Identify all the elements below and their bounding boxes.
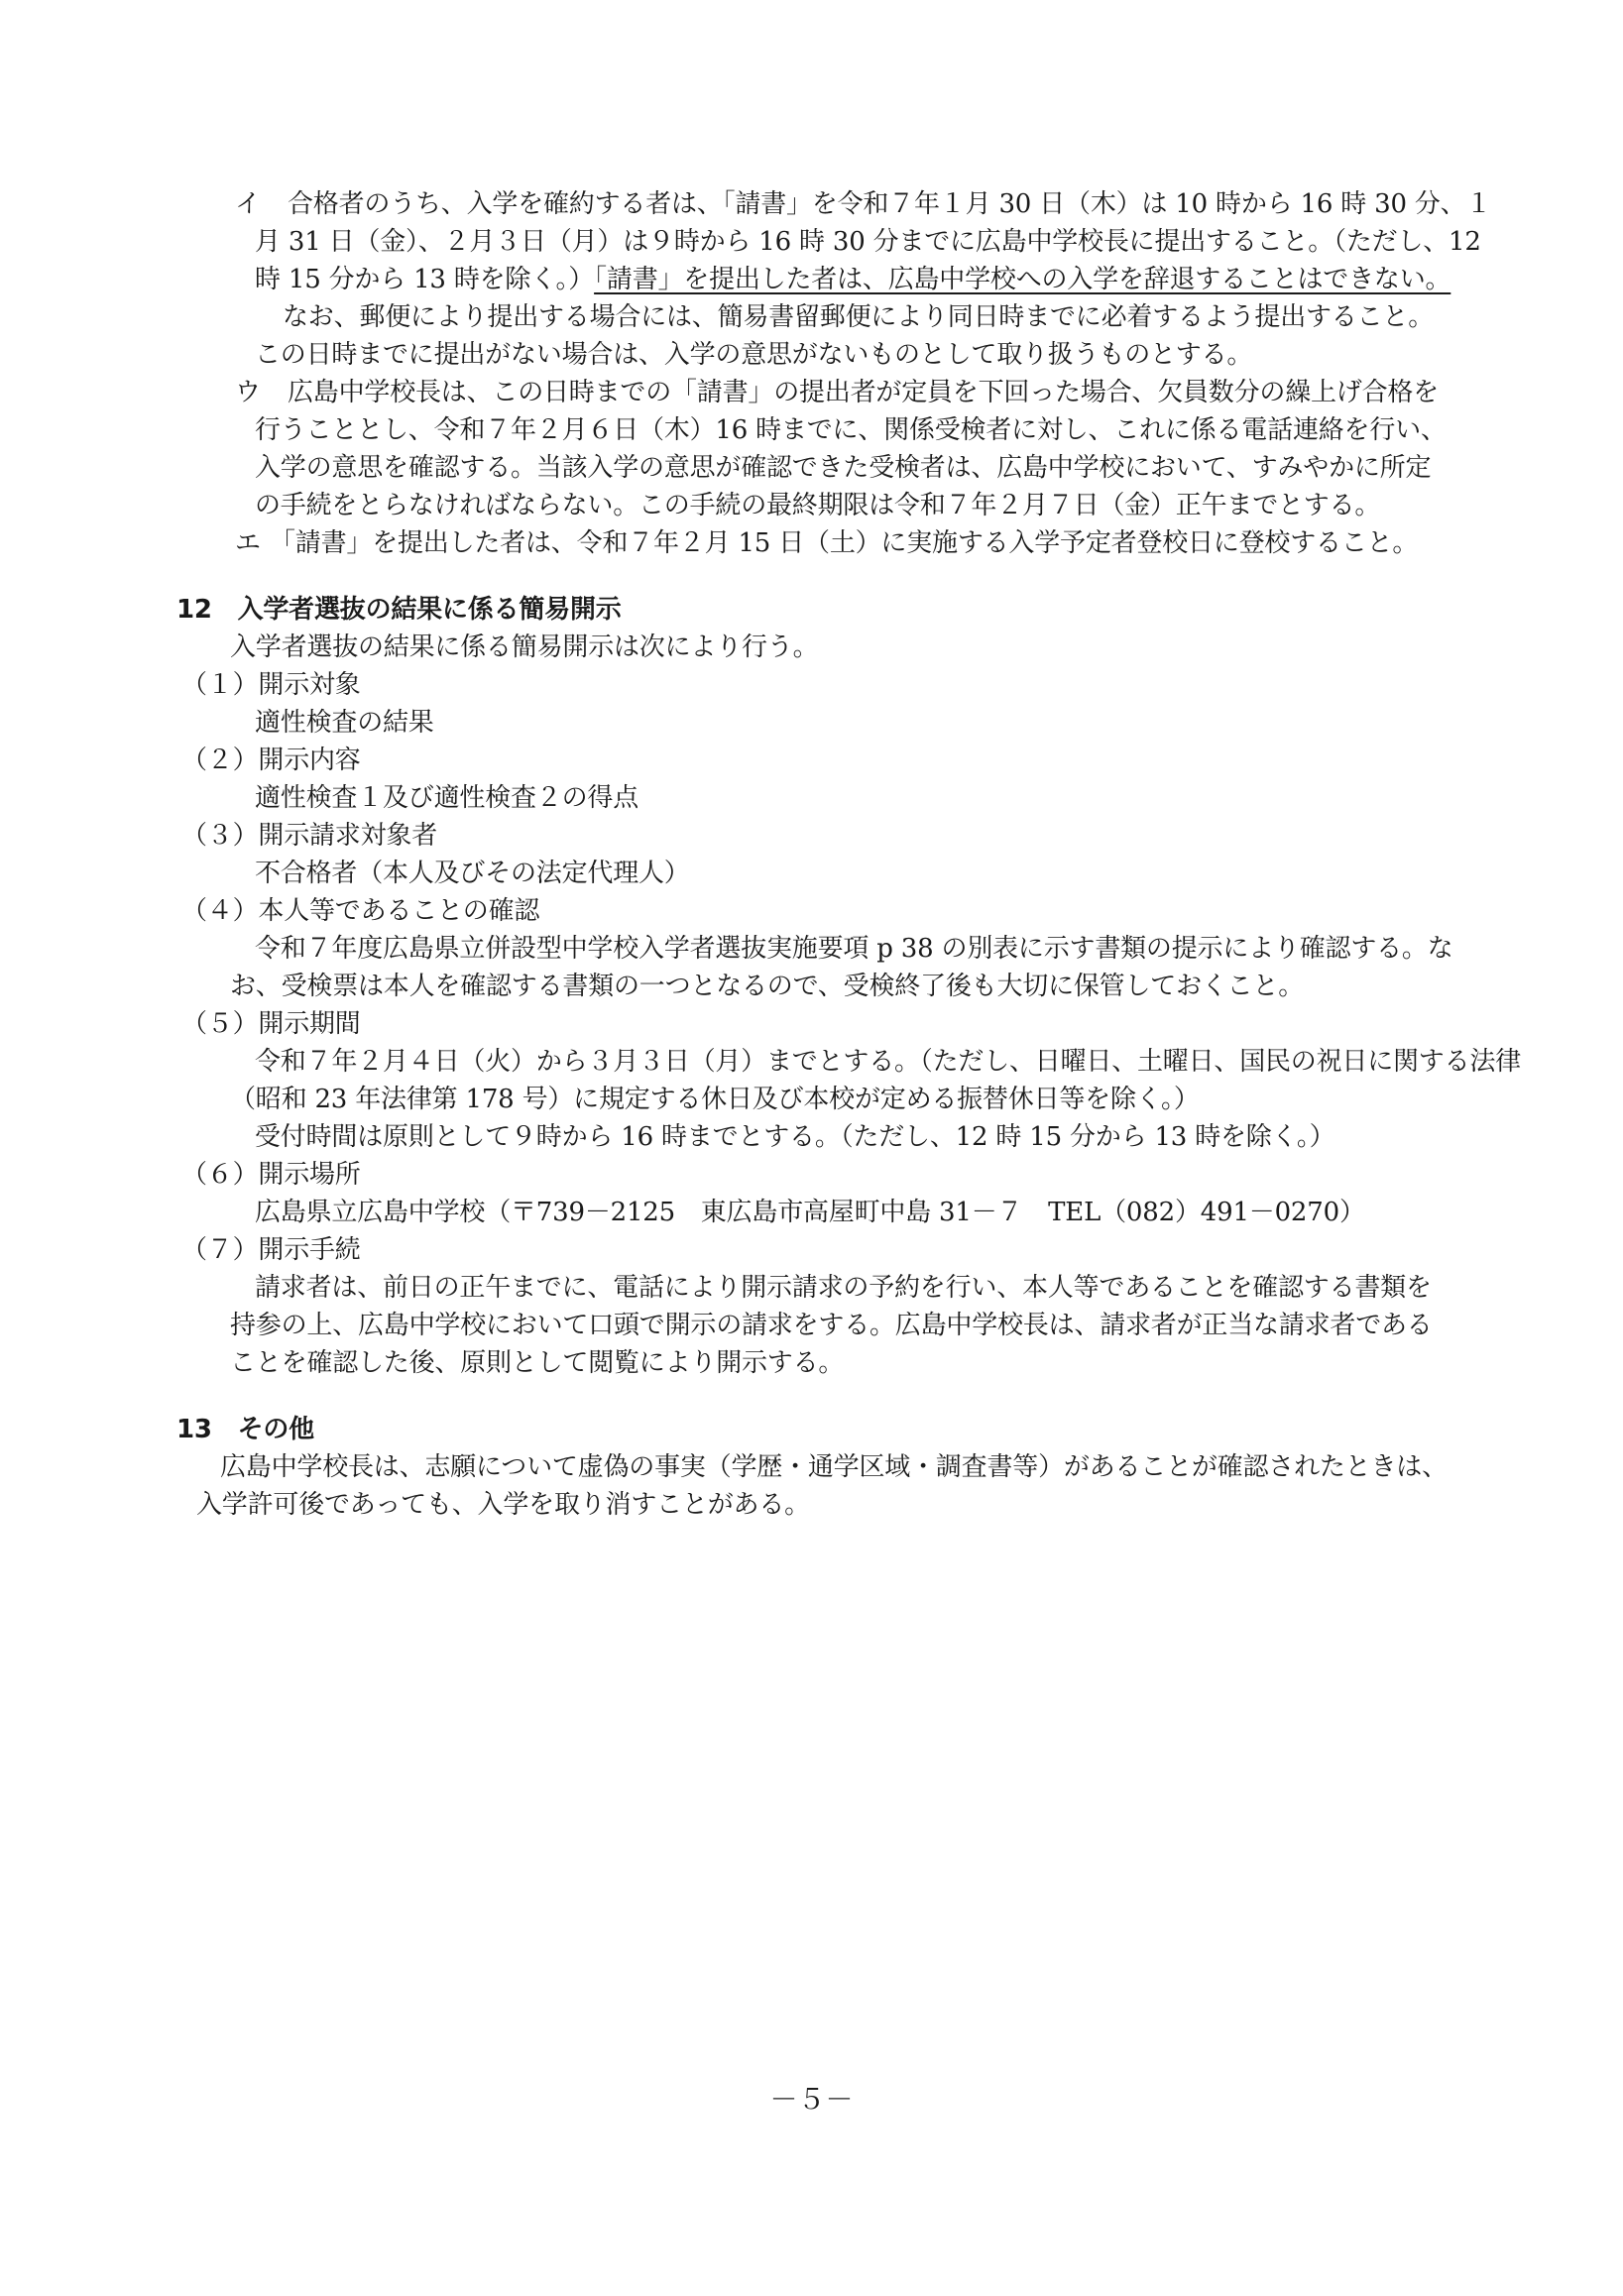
section-12-sub1-label: （１）開示対象 bbox=[181, 670, 361, 700]
section-12-sub4-line-1: 令和７年度広島県立併設型中学校入学者選抜実施要項 p 38 の別表に示す書類の提示により確認する。な bbox=[255, 934, 1453, 964]
item-i-line-3-text: 時 15 分から 13 時を除く。） bbox=[255, 265, 595, 294]
section-12-sub5-line-1: 令和７年２月４日（火）から３月３日（月）までとする。（ただし、日曜日、土曜日、国民の祝日に関する法律 bbox=[255, 1047, 1522, 1077]
section-12-sub6-text: 広島県立広島中学校（〒739－2125 東広島市高屋町中島 31－７ TEL（082）491－0270） bbox=[255, 1198, 1365, 1227]
section-12-sub2-text: 適性検査１及び適性検査２の得点 bbox=[255, 783, 639, 813]
item-i-line-5: この日時までに提出がない場合は、入学の意思がないものとして取り扱うものとする。 bbox=[255, 340, 1253, 370]
section-12-sub3-text: 不合格者（本人及びその法定代理人） bbox=[255, 859, 690, 888]
section-12-sub5-label: （５）開示期間 bbox=[181, 1009, 361, 1039]
section-12-sub5-line-3: 受付時間は原則として９時から 16 時までとする。（ただし、12 時 15 分から 13 時を除く。） bbox=[255, 1122, 1335, 1152]
item-u-line-3: 入学の意思を確認する。当該入学の意思が確認できた受検者は、広島中学校において、すみやかに所定 bbox=[255, 453, 1432, 483]
section-12-sub5-line-2: （昭和 23 年法律第 178 号）に規定する休日及び本校が定める振替休日等を除く。） bbox=[230, 1085, 1200, 1114]
item-i-line-1: 合格者のうち、入学を確約する者は、「請書」を令和７年１月 30 日（木）は 10 時から 16 時 30 分、１ bbox=[288, 189, 1492, 219]
item-u-line-4: の手続をとらなければならない。この手続の最終期限は令和７年２月７日（金）正午までとする。 bbox=[255, 491, 1381, 520]
section-12-title: 12 入学者選抜の結果に係る簡易開示 bbox=[176, 595, 622, 625]
item-i-underlined-text: 「請書」を提出した者は、広島中学校への入学を辞退することはできない。 bbox=[594, 265, 1451, 294]
section-12-sub3-label: （３）開示請求対象者 bbox=[181, 821, 438, 851]
section-13-line-2: 入学許可後であっても、入学を取り消すことがある。 bbox=[196, 1490, 810, 1520]
item-i-line-3 bbox=[255, 262, 1450, 297]
section-12-sub7-line-3: ことを確認した後、原則として閲覧により開示する。 bbox=[230, 1348, 845, 1378]
item-e-marker: エ bbox=[235, 528, 261, 558]
item-u-line-2: 行うこととし、令和７年２月６日（木）16 時までに、関係受検者に対し、これに係る電話連絡を行い、 bbox=[255, 415, 1447, 445]
section-12-sub7-label: （７）開示手続 bbox=[181, 1235, 361, 1265]
section-12-sub4-line-2: お、受検票は本人を確認する書類の一つとなるので、受検終了後も大切に保管しておくこと。 bbox=[230, 972, 1305, 1001]
page-number: －５－ bbox=[769, 2083, 854, 2116]
section-12-sub4-label: （４）本人等であることの確認 bbox=[181, 896, 540, 926]
item-i-line-4: なお、郵便により提出する場合には、簡易書留郵便により同日時までに必着するよう提出すること。 bbox=[283, 302, 1435, 332]
section-13-line-1: 広島中学校長は、志願について虚偽の事実（学歴・通学区域・調査書等）があることが確認されたときは、 bbox=[220, 1452, 1448, 1482]
section-12-intro: 入学者選抜の結果に係る簡易開示は次により行う。 bbox=[230, 632, 819, 662]
item-u-marker: ウ bbox=[235, 378, 261, 407]
item-u-line-1: 広島中学校長は、この日時までの「請書」の提出者が定員を下回った場合、欠員数分の繰上げ合格を bbox=[288, 378, 1440, 407]
section-12-sub7-line-2: 持参の上、広島中学校において口頭で開示の請求をする。広島中学校長は、請求者が正当な請求者である bbox=[230, 1311, 1433, 1340]
item-e-line-1: 「請書」を提出した者は、令和７年２月 15 日（土）に実施する入学予定者登校日に登校すること。 bbox=[270, 528, 1419, 558]
section-12-sub2-label: （２）開示内容 bbox=[181, 746, 361, 775]
section-12-sub7-line-1: 請求者は、前日の正午までに、電話により開示請求の予約を行い、本人等であることを確認する書類を bbox=[255, 1273, 1432, 1303]
item-i-line-2: 月 31 日（金）、２月３日（月）は９時から 16 時 30 分までに広島中学校長に提出すること。（ただし、12 bbox=[255, 227, 1481, 257]
item-i-marker: イ bbox=[235, 189, 261, 219]
section-13-title: 13 その他 bbox=[176, 1415, 314, 1444]
section-12-sub6-label: （６）開示場所 bbox=[181, 1160, 361, 1190]
section-12-sub1-text: 適性検査の結果 bbox=[255, 708, 434, 738]
